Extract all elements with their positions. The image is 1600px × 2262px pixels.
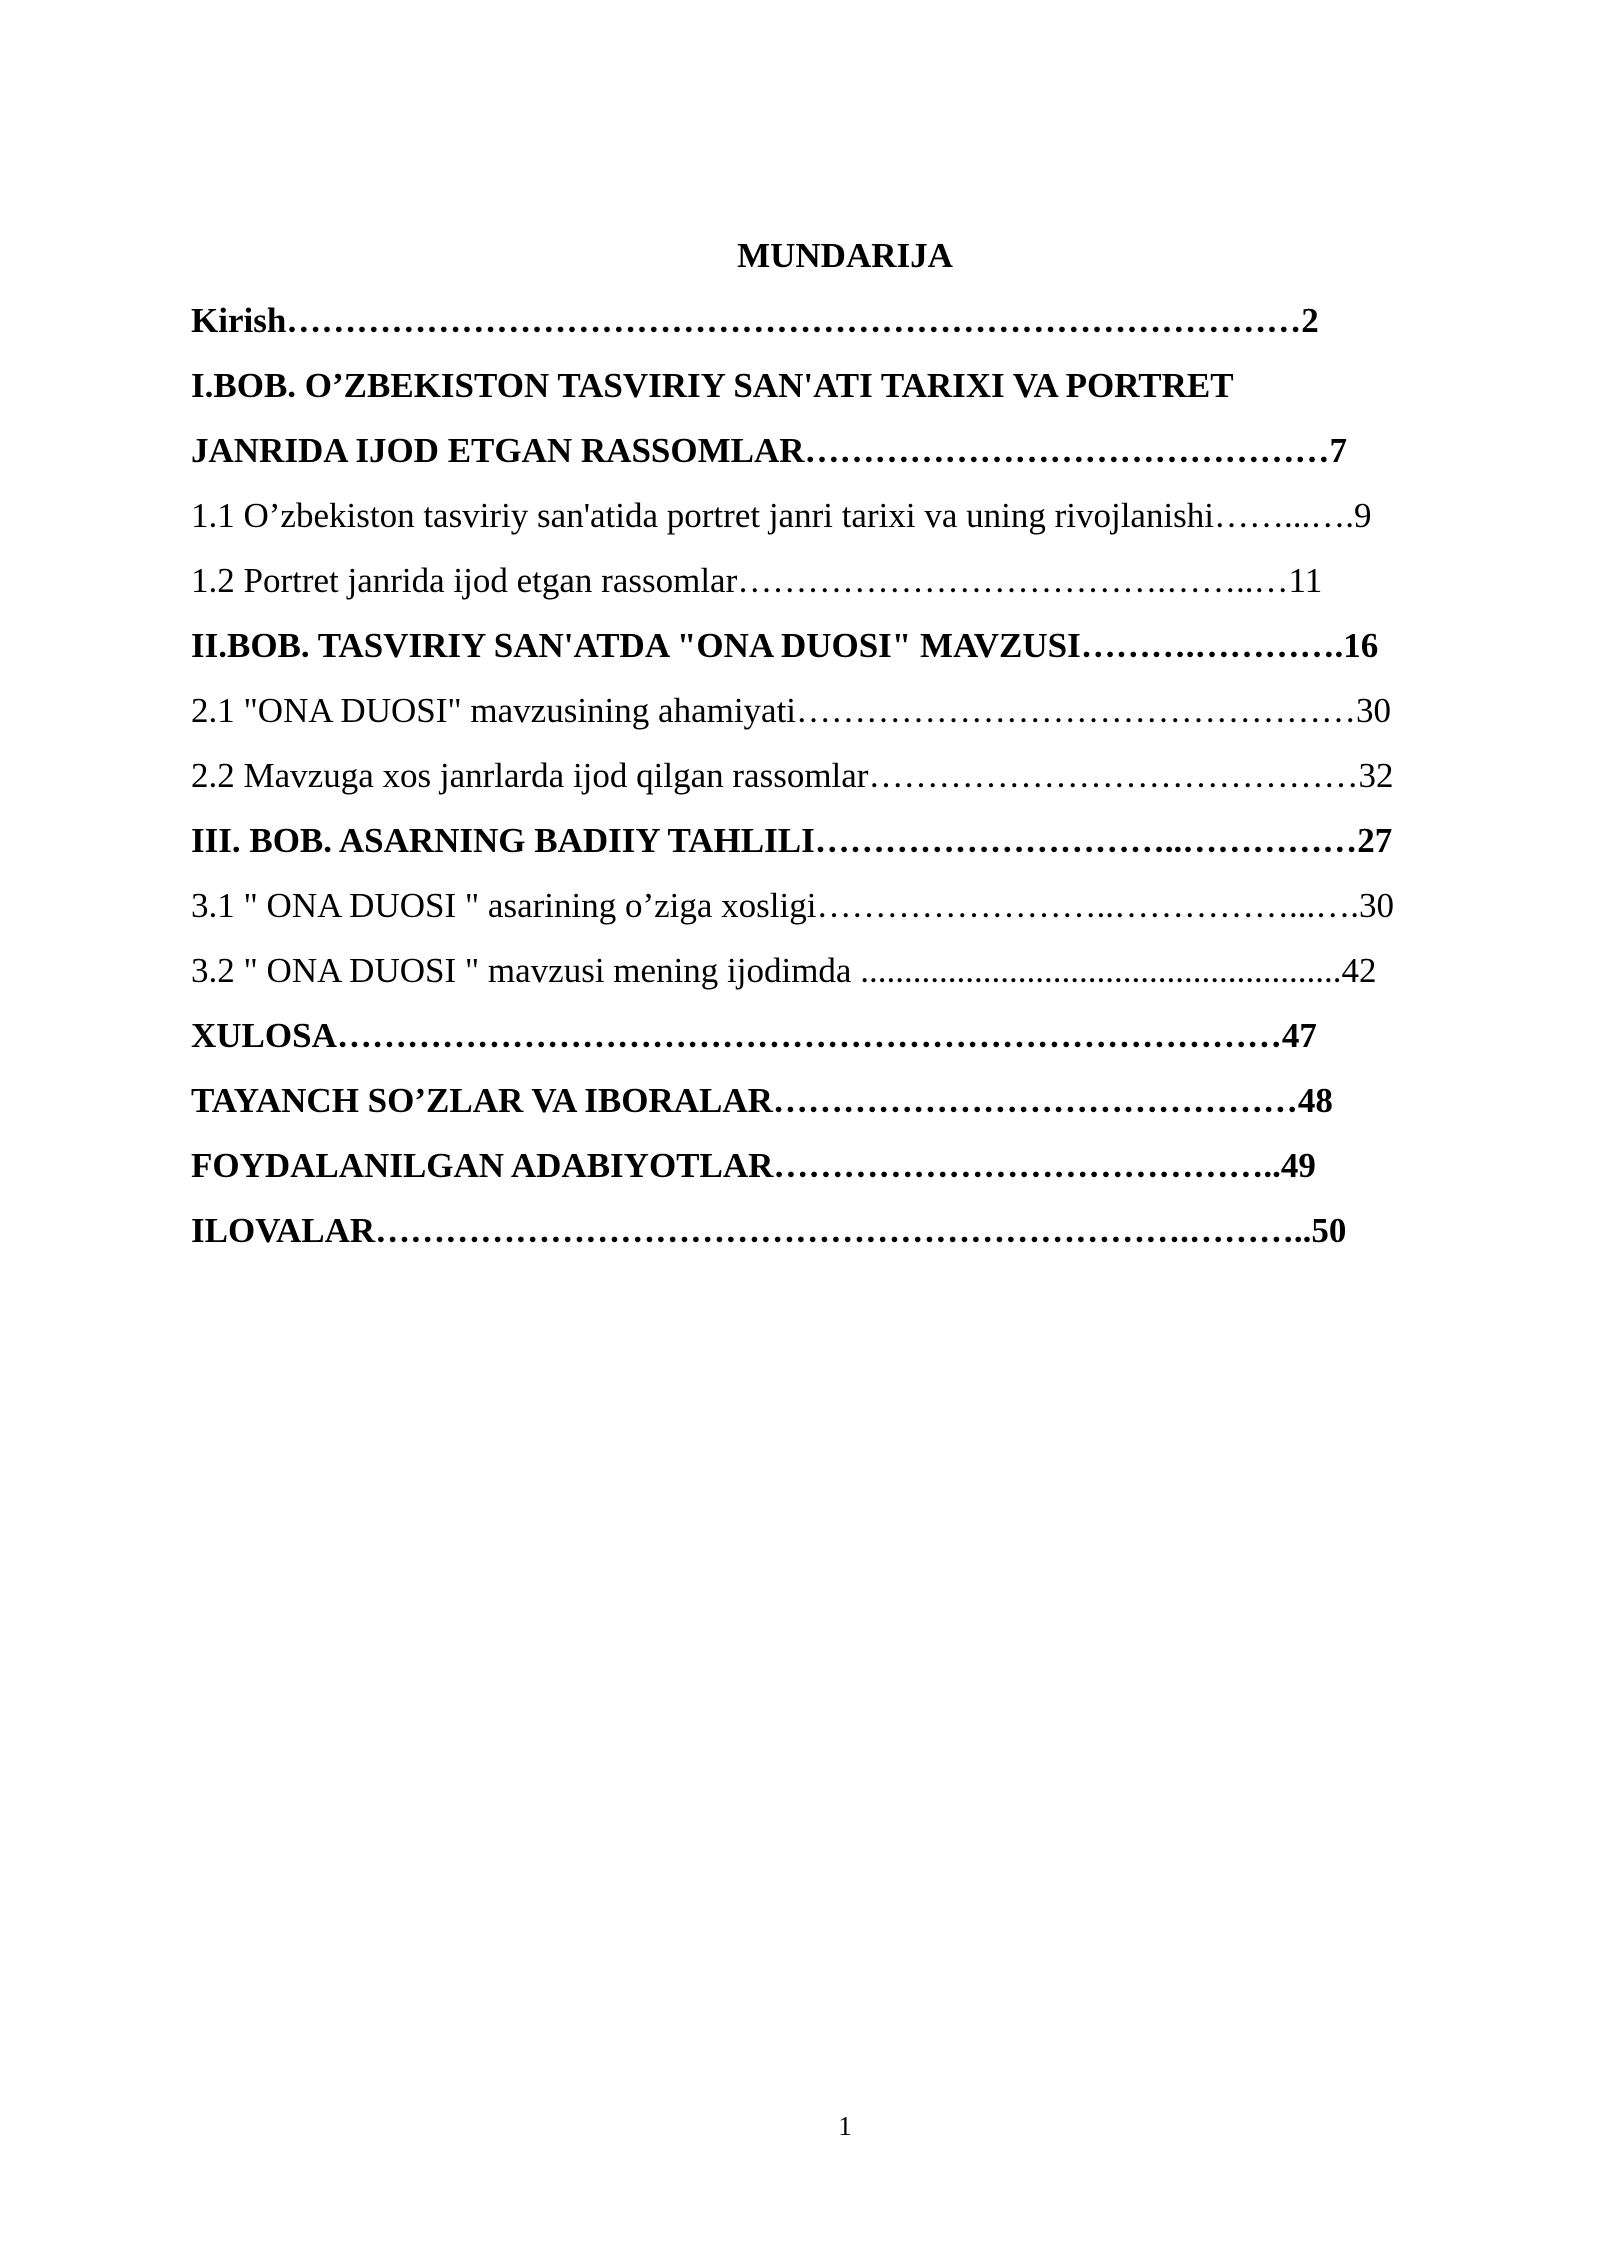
toc-title: MUNDARIJA [737,236,953,275]
toc-entry-ilovalar: ILOVALAR…………………………………………………………….………..50 [191,1211,1347,1250]
toc-entry-chapter-2: II.BOB. TASVIRIY SAN'ATDA "ONA DUOSI" MAVZUSI……….………….16 [191,626,1379,665]
toc-entry-chapter-1-line-2: JANRIDA IJOD ETGAN RASSOMLAR………………………………………7 [191,431,1348,470]
toc-entry-section-2-1: 2.1 "ONA DUOSI" mavzusining ahamiyati…………………………………………30 [191,691,1392,730]
toc-entry-section-3-1: 3.1 " ONA DUOSI " asarining o’ziga xosligi……………………..……………...….30 [191,886,1394,925]
toc-entry-section-2-2: 2.2 Mavzuga xos janrlarda ijod qilgan rassomlar……………………………………32 [191,756,1394,795]
toc-entry-section-3-2: 3.2 " ONA DUOSI " mavzusi mening ijodimda .......................................................42 [191,951,1377,990]
toc-entry-chapter-3: III. BOB. ASARNING BADIIY TAHLILI…………………………..……………27 [191,821,1393,860]
toc-entry-tayanch-sozlar: TAYANCH SO’ZLAR VA IBORALAR………………………………………48 [191,1081,1333,1120]
toc-entry-kirish: Kirish……………………………………………………………………………2 [191,301,1319,340]
table-of-contents [191,297,1491,1272]
page-number: 1 [838,2111,852,2141]
toc-entry-xulosa: XULOSA………………………………………………………………………47 [191,1016,1317,1055]
toc-entry-section-1-1: 1.1 O’zbekiston tasviriy san'atida portret janri tarixi va uning rivojlanishi……...….9 [191,496,1372,535]
toc-entry-section-1-2: 1.2 Portret janrida ijod etgan rassomlar……………………………….……..…11 [191,561,1323,600]
toc-entry-chapter-1-line-1: I.BOB. O’ZBEKISTON TASVIRIY SAN'ATI TARIXI VA PORTRET [191,366,1234,405]
toc-entry-foydalanilgan-adabiyotlar: FOYDALANILGAN ADABIYOTLAR……………………………………..49 [191,1146,1316,1185]
